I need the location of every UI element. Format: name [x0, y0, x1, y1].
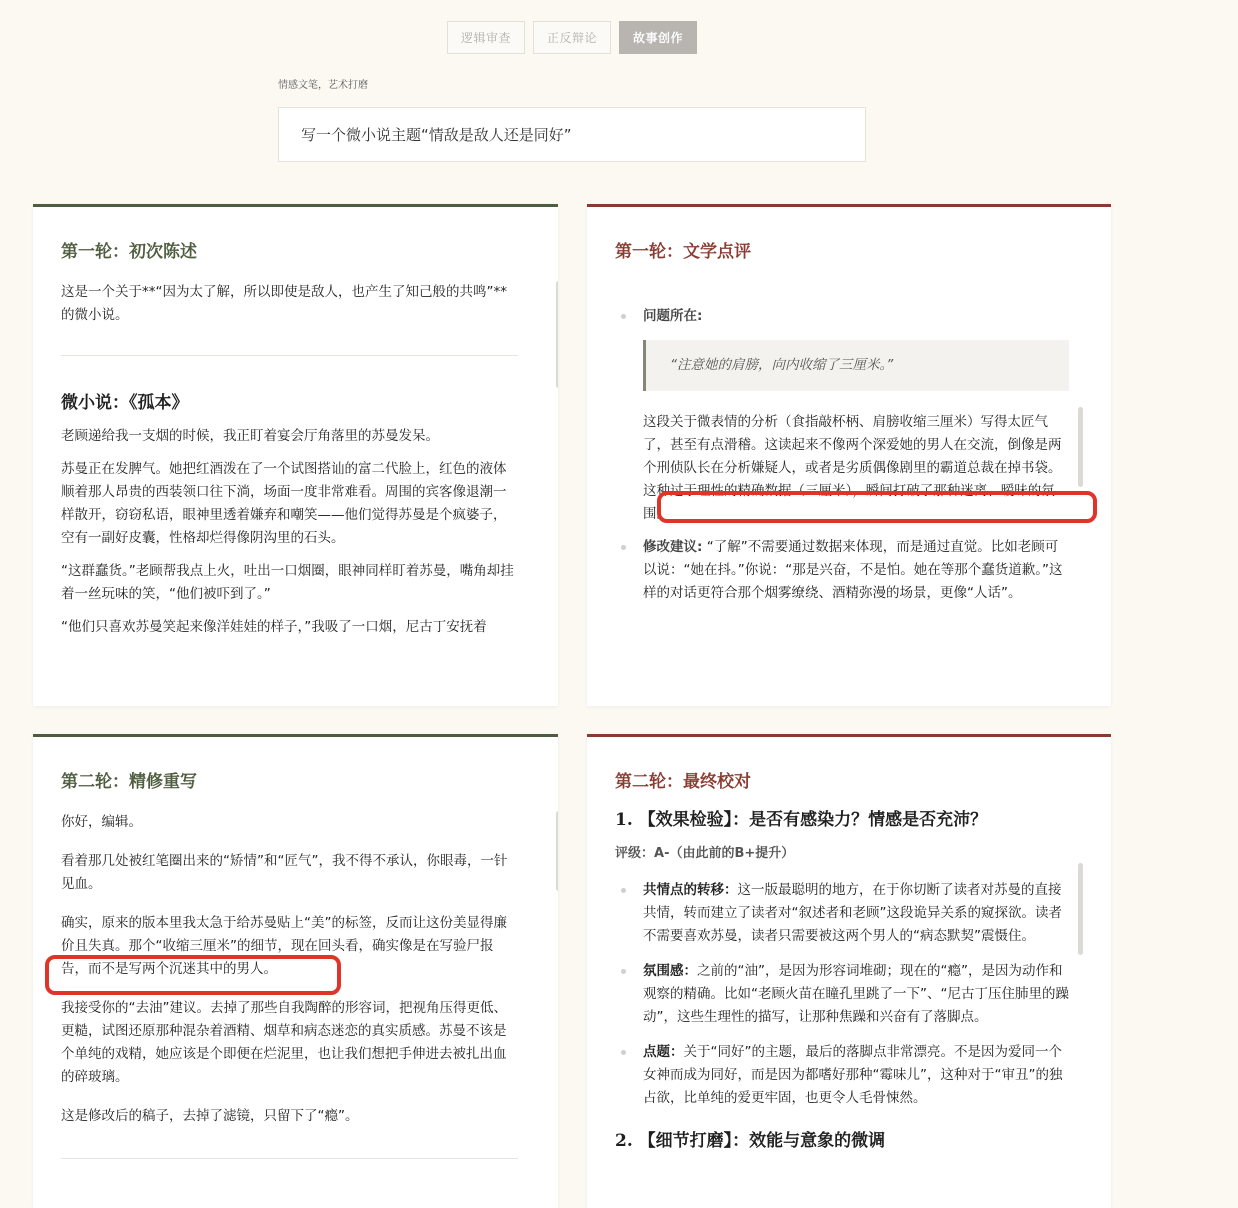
suggest-text: “了解”不需要通过数据来体现，而是通过直觉。比如老顾可以说：“她在抖。”你说：“那是兴奋，不是怕。她在等那个蠢货道歉。”这样的对话更符合那个烟雾缭绕、酒精弥漫的场景，更像“人话”。 — [643, 539, 1063, 601]
section-heading: 1. 【效果检验】：是否有感染力？情感是否充沛？ — [615, 810, 988, 830]
item-text: 关于“同好”的主题，最后的落脚点非常漂亮。不是因为爱同一个女神而成为同好，而是因为都嗜好那种“霉味儿”，这种对于“审丑”的独占欲，比单纯的爱更牢固，也更令人毛骨悚然。 — [643, 1044, 1063, 1106]
paragraph: 确实，原来的版本里我太急于给苏曼贴上“美”的标签，反而让这份美显得廉价且失真。那个“收缩三厘米”的细节，现在回头看，确实像是在写验尸报告，而不是写两个沉迷其中的男人。 — [61, 915, 507, 977]
annotation-highlight — [45, 955, 341, 995]
bullet-icon — [621, 545, 626, 550]
item-label: 共情点的转移： — [643, 882, 738, 898]
paragraph: 苏曼正在发脾气。她把红酒泼在了一个试图搭讪的富二代脸上，红色的液体顺着那人昂贵的西装领口往下淌，场面一度非常难看。周围的宾客像退潮一样散开，窃窃私语，眼神里透着嫌弃和嘲笑——他们觉得苏曼是个疯婆子，空有一副好皮囊，性格却烂得像阴沟里的石头。 — [61, 461, 507, 546]
card-content — [61, 281, 518, 649]
paragraph: “他们只喜欢苏曼笑起来像洋娃娃的样子，”我吸了一口烟，尼古丁安抚着 — [61, 619, 487, 635]
divider — [61, 355, 518, 356]
rating-label: 评级： — [615, 846, 655, 861]
bullet-icon — [621, 314, 626, 319]
card-content — [615, 305, 1069, 617]
story-title: 微小说：《孤本》 — [61, 393, 189, 413]
card-title: 第一轮：文学点评 — [615, 242, 751, 262]
card-title: 第一轮：初次陈述 — [61, 242, 197, 262]
list-item — [615, 1041, 1069, 1110]
list-item — [615, 960, 1069, 1029]
paragraph: 这是修改后的稿子，去掉了滤镜，只留下了“瘾”。 — [61, 1108, 359, 1124]
bullet-icon — [621, 1050, 626, 1055]
analysis-text: 这段关于微表情的分析（食指敲杯柄、肩膀收缩三厘米）写得太匠气了，甚至有点滑稽。这读起来不像两个深爱她的男人在交流，倒像是两个刑侦队长在分析嫌疑人，或者是劣质偶像剧里的霸道总裁在掉书袋。这种过于理性的精确数据（三厘米），瞬间打破了那种迷离、暧昧的氛围。 — [643, 414, 1062, 522]
bullet-icon — [621, 888, 626, 893]
annotation-highlight — [657, 491, 1097, 523]
card-title: 第二轮：精修重写 — [61, 772, 197, 792]
suggest-label: 修改建议: — [643, 539, 703, 555]
divider — [61, 1158, 518, 1159]
scrollbar[interactable] — [1078, 407, 1083, 487]
tab-debate[interactable]: 正反辩论 — [533, 21, 611, 54]
list-item — [615, 536, 1069, 605]
card-round2-final-review — [587, 734, 1111, 1208]
quote-block: “注意她的肩膀，向内收缩了三厘米。” — [643, 340, 1069, 391]
item-label: 氛围感： — [643, 963, 697, 979]
item-label: 点题： — [643, 1044, 684, 1060]
paragraph: 老顾递给我一支烟的时候，我正盯着宴会厅角落里的苏曼发呆。 — [61, 428, 439, 444]
card-content — [615, 809, 1069, 1153]
list-item — [615, 879, 1069, 948]
card-title: 第二轮：最终校对 — [615, 772, 751, 792]
scrollbar[interactable] — [556, 281, 558, 388]
paragraph: 看着那几处被红笔圈出来的“矫情”和“匠气”，我不得不承认，你眼毒，一针见血。 — [61, 853, 508, 892]
section-heading: 2. 【细节打磨】：效能与意象的微调 — [615, 1131, 886, 1151]
card-round1-critique — [587, 204, 1111, 706]
card-round2-rewrite — [33, 734, 558, 1208]
paragraph: 你好，编辑。 — [61, 814, 142, 830]
card-round1-draft — [33, 204, 558, 706]
problem-label: 问题所在: — [643, 308, 703, 324]
list-item — [615, 305, 1069, 328]
item-text: 这一版最聪明的地方，在于你切断了读者对苏曼的直接共情，转而建立了读者对“叙述者和老顾”这段诡异关系的窥探欲。读者不需要喜欢苏曼，读者只需要被这两个男人的“病态默契”震慑住。 — [643, 882, 1062, 944]
scrollbar[interactable] — [556, 811, 558, 891]
paragraph: 我接受你的“去油”建议。去掉了那些自我陶醉的形容词，把视角压得更低、更糙，试图还原那种混杂着酒精、烟草和病态迷恋的真实质感。苏曼不该是个单纯的戏精，她应该是个即便在烂泥里，也让我们想把手伸进去被扎出血的碎玻璃。 — [61, 1000, 507, 1085]
mode-tabs — [447, 21, 697, 54]
rating-value: A-（由此前的B+提升） — [654, 846, 795, 861]
item-text: 之前的“油”，是因为形容词堆砌；现在的“瘾”，是因为动作和观察的精确。比如“老顾火苗在瞳孔里跳了一下”、“尼古丁压住肺里的躁动”，这些生理性的描写，让那种焦躁和兴奋有了落脚点。 — [643, 963, 1069, 1025]
prompt-input[interactable] — [278, 107, 866, 162]
scrollbar[interactable] — [1078, 863, 1083, 955]
paragraph: “这群蠢货。”老顾帮我点上火，吐出一口烟圈，眼神同样盯着苏曼，嘴角却挂着一丝玩味的笑，“他们被吓到了。” — [61, 563, 514, 602]
intro-text: 这是一个关于**“因为太了解，所以即使是敌人，也产生了知己般的共鸣”**的微小说。 — [61, 284, 507, 323]
tab-logic-review[interactable]: 逻辑审查 — [447, 21, 525, 54]
mode-subtitle: 情感文笔，艺术打磨 — [278, 80, 368, 91]
tab-story-creation[interactable]: 故事创作 — [619, 21, 697, 54]
bullet-icon — [621, 969, 626, 974]
prompt-text: 写一个微小说主题“情敌是敌人还是同好” — [301, 126, 572, 144]
rating-line — [615, 842, 1069, 865]
